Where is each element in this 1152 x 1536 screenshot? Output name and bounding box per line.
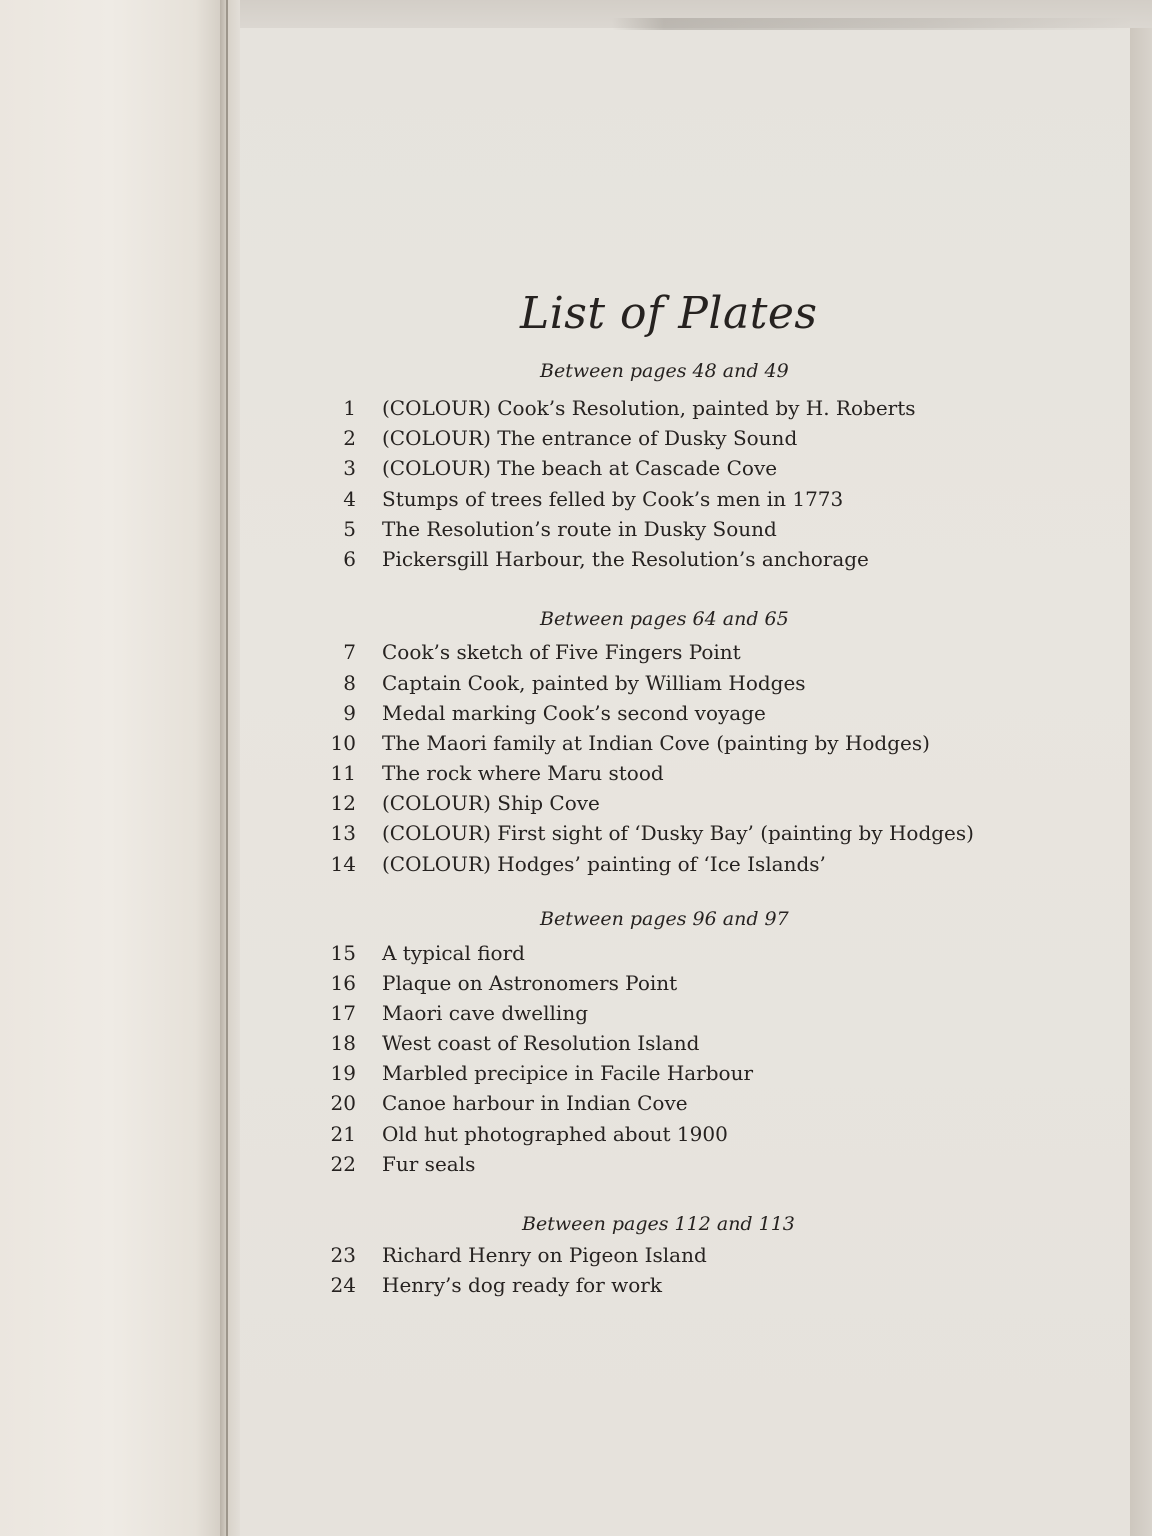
- plate-caption: (COLOUR) Ship Cove: [382, 791, 600, 815]
- plate-caption: Maori cave dwelling: [382, 1001, 589, 1025]
- plate-entry: [318, 396, 1038, 426]
- plate-caption: Stumps of trees felled by Cook’s men in 1773: [382, 487, 844, 511]
- plate-entry: [318, 1122, 1038, 1152]
- plate-number: 12: [330, 791, 356, 815]
- plate-caption: A typical fiord: [382, 941, 525, 965]
- plate-entry: [318, 456, 1038, 486]
- plate-caption: (COLOUR) The entrance of Dusky Sound: [382, 426, 798, 450]
- plate-caption: The Maori family at Indian Cove (painting by Hodges): [382, 731, 930, 755]
- plate-number: 15: [330, 941, 356, 965]
- plate-number: 16: [330, 971, 356, 995]
- plate-entry: [318, 1152, 1038, 1182]
- plate-entry: [318, 1001, 1038, 1031]
- plate-number: 3: [343, 456, 356, 480]
- plate-caption: Richard Henry on Pigeon Island: [382, 1243, 707, 1267]
- plate-number: 7: [343, 640, 356, 664]
- plate-number: 17: [330, 1001, 356, 1025]
- plate-caption: West coast of Resolution Island: [382, 1031, 700, 1055]
- plate-caption: Captain Cook, painted by William Hodges: [382, 671, 806, 695]
- plate-entry: [318, 517, 1038, 547]
- plate-entry: [318, 852, 1038, 882]
- plate-entry: [318, 941, 1038, 971]
- page-title: List of Plates: [520, 288, 818, 339]
- section-heading: Between pages 112 and 113: [522, 1213, 795, 1235]
- plate-entry: [318, 1273, 1038, 1303]
- plate-entry: [318, 791, 1038, 821]
- plate-number: 6: [343, 547, 356, 571]
- plate-caption: The Resolution’s route in Dusky Sound: [382, 517, 777, 541]
- plate-number: 24: [330, 1273, 356, 1297]
- plate-caption: (COLOUR) Hodges’ painting of ‘Ice Islands’: [382, 852, 826, 876]
- plate-number: 10: [330, 731, 356, 755]
- plate-entry: [318, 971, 1038, 1001]
- plate-caption: Plaque on Astronomers Point: [382, 971, 678, 995]
- plate-caption: (COLOUR) The beach at Cascade Cove: [382, 456, 778, 480]
- plate-caption: Pickersgill Harbour, the Resolution’s anchorage: [382, 547, 869, 571]
- plate-entry: [318, 547, 1038, 577]
- plate-number: 5: [343, 517, 356, 541]
- plate-number: 13: [330, 821, 356, 845]
- plate-caption: Old hut photographed about 1900: [382, 1122, 728, 1146]
- plate-number: 18: [330, 1031, 356, 1055]
- plate-caption: Cook’s sketch of Five Fingers Point: [382, 640, 741, 664]
- plate-number: 11: [330, 761, 356, 785]
- plate-entry: [318, 1061, 1038, 1091]
- plate-entry: [318, 1243, 1038, 1273]
- plate-number: 8: [343, 671, 356, 695]
- plate-number: 22: [330, 1152, 356, 1176]
- plate-entry: [318, 487, 1038, 517]
- section-heading: Between pages 64 and 65: [540, 608, 789, 630]
- plate-caption: Medal marking Cook’s second voyage: [382, 701, 766, 725]
- plate-number: 1: [343, 396, 356, 420]
- plate-caption: (COLOUR) First sight of ‘Dusky Bay’ (painting by Hodges): [382, 821, 974, 845]
- plate-entry: [318, 640, 1038, 670]
- plate-caption: (COLOUR) Cook’s Resolution, painted by H. Roberts: [382, 396, 916, 420]
- section-heading: Between pages 48 and 49: [540, 360, 789, 382]
- plate-entry: [318, 821, 1038, 851]
- plate-number: 14: [330, 852, 356, 876]
- plate-number: 23: [330, 1243, 356, 1267]
- plate-caption: Marbled precipice in Facile Harbour: [382, 1061, 754, 1085]
- plate-entry: [318, 731, 1038, 761]
- plate-entry: [318, 761, 1038, 791]
- plate-caption: Henry’s dog ready for work: [382, 1273, 662, 1297]
- plate-number: 21: [330, 1122, 356, 1146]
- plate-number: 2: [343, 426, 356, 450]
- plate-caption: Fur seals: [382, 1152, 476, 1176]
- plate-entry: [318, 671, 1038, 701]
- plate-number: 20: [330, 1091, 356, 1115]
- plate-number: 9: [343, 701, 356, 725]
- plate-entry: [318, 1031, 1038, 1061]
- plate-entry: [318, 1091, 1038, 1121]
- section-heading: Between pages 96 and 97: [540, 908, 789, 930]
- plate-entry: [318, 426, 1038, 456]
- plate-entry: [318, 701, 1038, 731]
- plate-caption: The rock where Maru stood: [382, 761, 664, 785]
- plate-caption: Canoe harbour in Indian Cove: [382, 1091, 688, 1115]
- plate-number: 19: [330, 1061, 356, 1085]
- plate-number: 4: [343, 487, 356, 511]
